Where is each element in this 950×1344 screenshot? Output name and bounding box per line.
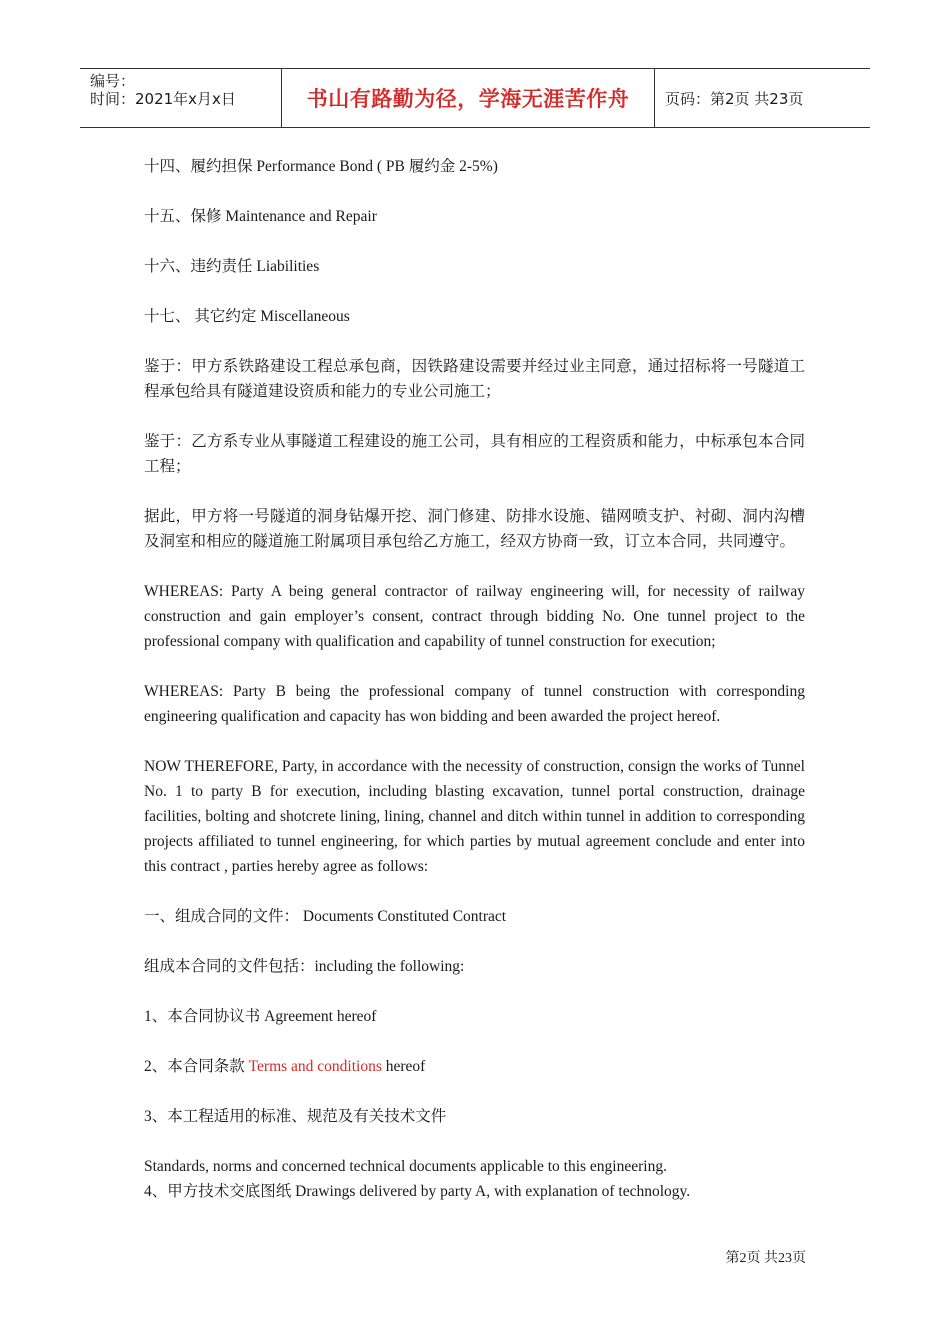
whereas-party-b-en: WHEREAS: Party B being the professional company of tunnel construction with corresponding engineering qualification and capacity has won bidding and been awarded the project hereof. xyxy=(144,683,805,725)
whereas-party-a-en: WHEREAS: Party A being general contractor of railway engineering will, for necessity of railway construction and gain employer’s consent, contract through bidding No. One tunnel project to the professional company with qualification and capability of tunnel construction for execution; xyxy=(144,583,805,650)
document-item-3: 3、本工程适用的标准、规范及有关技术文件 xyxy=(144,1108,447,1125)
document-item-2-prefix: 2、本合同条款 xyxy=(144,1058,249,1075)
header-page-label: 页码：第2页 共23页 xyxy=(665,89,804,108)
clause-14: 十四、履约担保 Performance Bond ( PB 履约金 2-5%) xyxy=(144,158,498,175)
header-motto xyxy=(282,69,655,127)
footer-page-label: 第2页 共23页 xyxy=(725,1251,806,1266)
whereas-party-b-cn: 鉴于：乙方系专业从事隧道工程建设的施工公司，具有相应的工程资质和能力，中标承包本合同工程； xyxy=(144,433,805,475)
now-therefore-cn: 据此，甲方将一号隧道的洞身钻爆开挖、洞门修建、防排水设施、锚网喷支护、衬砌、洞内沟槽及洞室和相应的隧道施工附属项目承包给乙方施工，经双方协商一致，订立本合同，共同遵守。 xyxy=(144,508,805,550)
section-1-heading: 一、组成合同的文件： Documents Constituted Contract xyxy=(144,908,507,925)
header-page-number xyxy=(655,69,870,127)
document-item-1: 1、本合同协议书 Agreement hereof xyxy=(144,1008,377,1025)
page-header xyxy=(80,68,870,128)
document-item-4: 4、甲方技术交底图纸 Drawings delivered by party A, with explanation of technology. xyxy=(144,1183,691,1200)
document-body xyxy=(144,154,805,1204)
documents-intro: 组成本合同的文件包括：including the following: xyxy=(144,958,465,975)
terms-and-conditions-highlight: Terms and conditions xyxy=(248,1058,382,1075)
clause-15: 十五、保修 Maintenance and Repair xyxy=(144,208,377,225)
motto-text: 书山有路勤为径，学海无涯苦作舟 xyxy=(306,87,630,111)
clause-17: 十七、 其它约定 Miscellaneous xyxy=(144,308,350,325)
header-meta xyxy=(80,69,282,127)
clause-16: 十六、违约责任 Liabilities xyxy=(144,258,320,275)
whereas-party-a-cn: 鉴于：甲方系铁路建设工程总承包商，因铁路建设需要并经过业主同意，通过招标将一号隧道工程承包给具有隧道建设资质和能力的专业公司施工； xyxy=(144,358,805,400)
document-item-2 xyxy=(144,1054,805,1079)
serial-number-label: 编号： xyxy=(90,72,136,90)
now-therefore-en: NOW THEREFORE, Party, in accordance with the necessity of construction, consign the works of Tunnel No. 1 to party B for execution, including blasting excavation, tunnel portal construction, drainage facilities, bolting and shotcrete lining, lining, channel and ditch within tunnel in addition to corresponding projects affiliated to tunnel engineering, for which parties by mutual agreement conclude and enter into this contract , parties hereby agree as follows: xyxy=(144,758,805,875)
date-label: 时间：2021年x月x日 xyxy=(90,90,236,108)
standards-text: Standards, norms and concerned technical documents applicable to this engineering. xyxy=(144,1158,667,1175)
document-item-2-suffix: hereof xyxy=(381,1058,426,1075)
page-footer xyxy=(726,1247,807,1267)
